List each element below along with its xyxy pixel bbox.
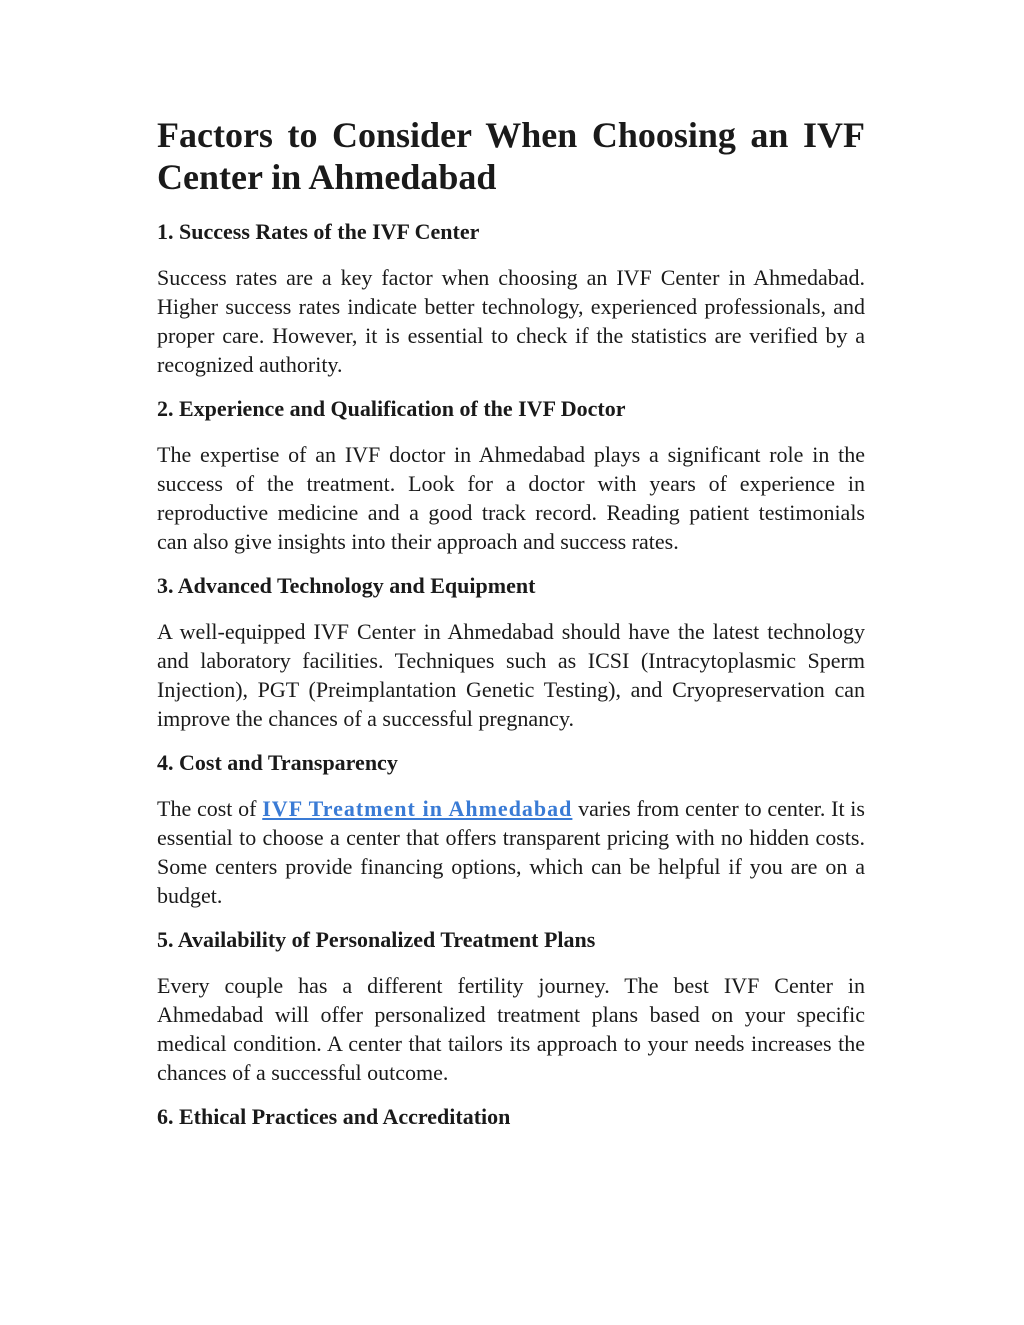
section-technology xyxy=(157,572,865,733)
section-body: Success rates are a key factor when choosing an IVF Center in Ahmedabad. Higher success rates indicate better technology, experienced professionals, and proper care. However, it is essential to check if the statistics are verified by a recognized authority. xyxy=(157,265,865,377)
section-heading: 2. Experience and Qualification of the IVF Doctor xyxy=(157,396,626,421)
section-heading: 5. Availability of Personalized Treatment Plans xyxy=(157,927,596,952)
section-heading: 3. Advanced Technology and Equipment xyxy=(157,573,536,598)
section-ethical-practices xyxy=(157,1103,865,1131)
document-page xyxy=(157,114,865,1148)
section-body xyxy=(157,794,865,910)
ivf-treatment-link[interactable]: IVF Treatment in Ahmedabad xyxy=(262,796,573,821)
section-doctor-experience xyxy=(157,395,865,556)
section-success-rates xyxy=(157,218,865,379)
section-body: Every couple has a different fertility journey. The best IVF Center in Ahmedabad will offer personalized treatment plans based on your specific medical condition. A center that tailors its approach to your needs increases the chances of a successful outcome. xyxy=(157,973,865,1085)
section-body: The expertise of an IVF doctor in Ahmedabad plays a significant role in the success of the treatment. Look for a doctor with years of experience in reproductive medicine and a good track record. Reading patient testimonials can also give insights into their approach and success rates. xyxy=(157,442,865,554)
section-personalized-plans xyxy=(157,926,865,1087)
body-text-after-link: varies from center to center. It is essential to choose a center that offers transparent pricing with no hidden costs. Some centers provide financing options, which can be helpful if you are on a budget. xyxy=(157,796,865,908)
document-title: Factors to Consider When Choosing an IVF Center in Ahmedabad xyxy=(157,115,865,197)
section-cost xyxy=(157,749,865,910)
section-body: A well-equipped IVF Center in Ahmedabad should have the latest technology and laboratory facilities. Techniques such as ICSI (Intracytoplasmic Sperm Injection), PGT (Preimplantation Genetic Testing), and Cryopreservation can improve the chances of a successful pregnancy. xyxy=(157,619,865,731)
section-heading: 1. Success Rates of the IVF Center xyxy=(157,219,480,244)
body-text-before-link: The cost of xyxy=(157,796,263,821)
section-heading: 6. Ethical Practices and Accreditation xyxy=(157,1104,511,1129)
section-heading: 4. Cost and Transparency xyxy=(157,750,398,775)
